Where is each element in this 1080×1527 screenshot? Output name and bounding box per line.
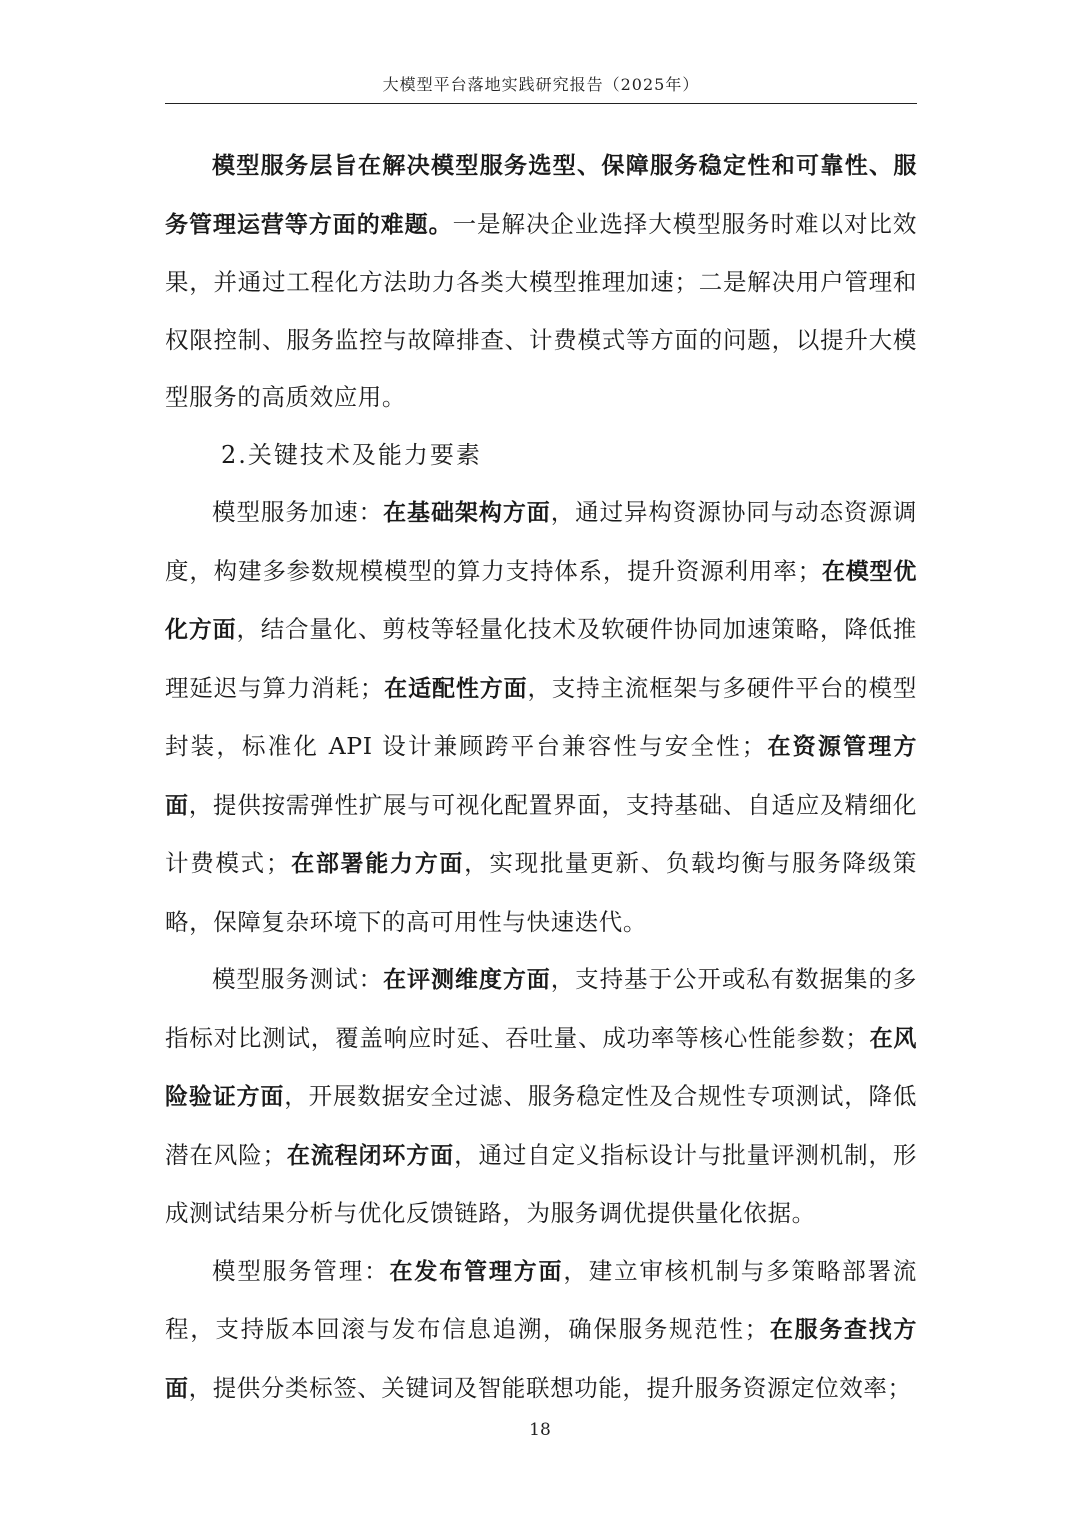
clause-deployment-text: ，实现批量更新、负载均衡与服务降级策略，保障复杂环境下的高可用性与快速迭代。 — [165, 849, 917, 936]
paragraph-service-management — [165, 1243, 917, 1419]
page-number: 18 — [529, 1420, 551, 1440]
clause-process-loop-text: ，通过自定义指标设计与批量评测机制，形成测试结果分析与优化反馈链路，为服务调优提供量化依据。 — [165, 1140, 917, 1227]
paragraph-lead: 模型服务加速： — [212, 498, 384, 526]
clause-adaptability-bold: 在适配性方面 — [384, 675, 528, 702]
running-header: 大模型平台落地实践研究报告（2025年） — [382, 75, 700, 94]
clause-risk-verification-bold: 在风险验证方面 — [165, 1025, 917, 1110]
paragraph-lead: 模型服务测试： — [212, 965, 384, 993]
paragraph-lead: 模型服务管理： — [212, 1256, 390, 1285]
clause-release-management-text: ，建立审核机制与多策略部署流程，支持版本回滚与发布信息追溯，确保服务规范性； — [165, 1256, 917, 1343]
clause-resource-management-text: ，提供按需弹性扩展与可视化配置界面，支持基础、自适应及精细化计费模式； — [165, 790, 917, 877]
clause-release-management-bold: 在发布管理方面 — [389, 1258, 564, 1285]
paragraph-service-testing — [165, 951, 917, 1243]
clause-model-optimization-text: ，结合量化、剪枝等轻量化技术及软硬件协同加速策略，降低推理延迟与算力消耗； — [165, 615, 917, 702]
paragraph-text: 一是解决企业选择大模型服务时难以对比效果，并通过工程化方法助力各类大模型推理加速；二是解决用户管理和权限控制、服务监控与故障排查、计费模式等方面的问题，以提升大模型服务的高质效应用。 — [165, 209, 917, 411]
paragraph-model-service-layer — [165, 137, 917, 427]
paragraph-service-acceleration — [165, 484, 917, 951]
paragraph-bold-lead: 模型服务层旨在解决模型服务选型、保障服务稳定性和可靠性、服务管理运营等方面的难题。 — [165, 153, 917, 238]
clause-evaluation-bold: 在评测维度方面 — [383, 967, 551, 993]
clause-resource-management-bold: 在资源管理方面 — [165, 734, 917, 819]
clause-model-optimization-bold: 在模型优化方面 — [165, 558, 917, 643]
header-rule — [165, 103, 917, 104]
clause-service-search-bold: 在服务查找方面 — [165, 1317, 917, 1402]
clause-service-search-text: ，提供分类标签、关键词及智能联想功能，提升服务资源定位效率； — [188, 1373, 912, 1402]
clause-evaluation-text: ，支持基于公开或私有数据集的多指标对比测试，覆盖响应时延、吞吐量、成功率等核心性能参数； — [165, 965, 918, 1052]
clause-infrastructure-text: ，通过异构资源协同与动态资源调度，构建多参数规模模型的算力支持体系，提升资源利用率； — [165, 498, 918, 585]
clause-process-loop-bold: 在流程闭环方面 — [286, 1142, 455, 1169]
clause-deployment-bold: 在部署能力方面 — [289, 851, 465, 877]
clause-infrastructure-bold: 在基础架构方面 — [383, 500, 551, 526]
section-heading: 2.关键技术及能力要素 — [221, 440, 482, 469]
body-text — [165, 137, 917, 1418]
clause-adaptability-text: ，支持主流框架与多硬件平台的模型封装，标准化 API 设计兼顾跨平台兼容性与安全性； — [165, 673, 917, 760]
clause-risk-verification-text: ，开展数据安全过滤、服务稳定性及合规性专项测试，降低潜在风险； — [165, 1082, 917, 1169]
